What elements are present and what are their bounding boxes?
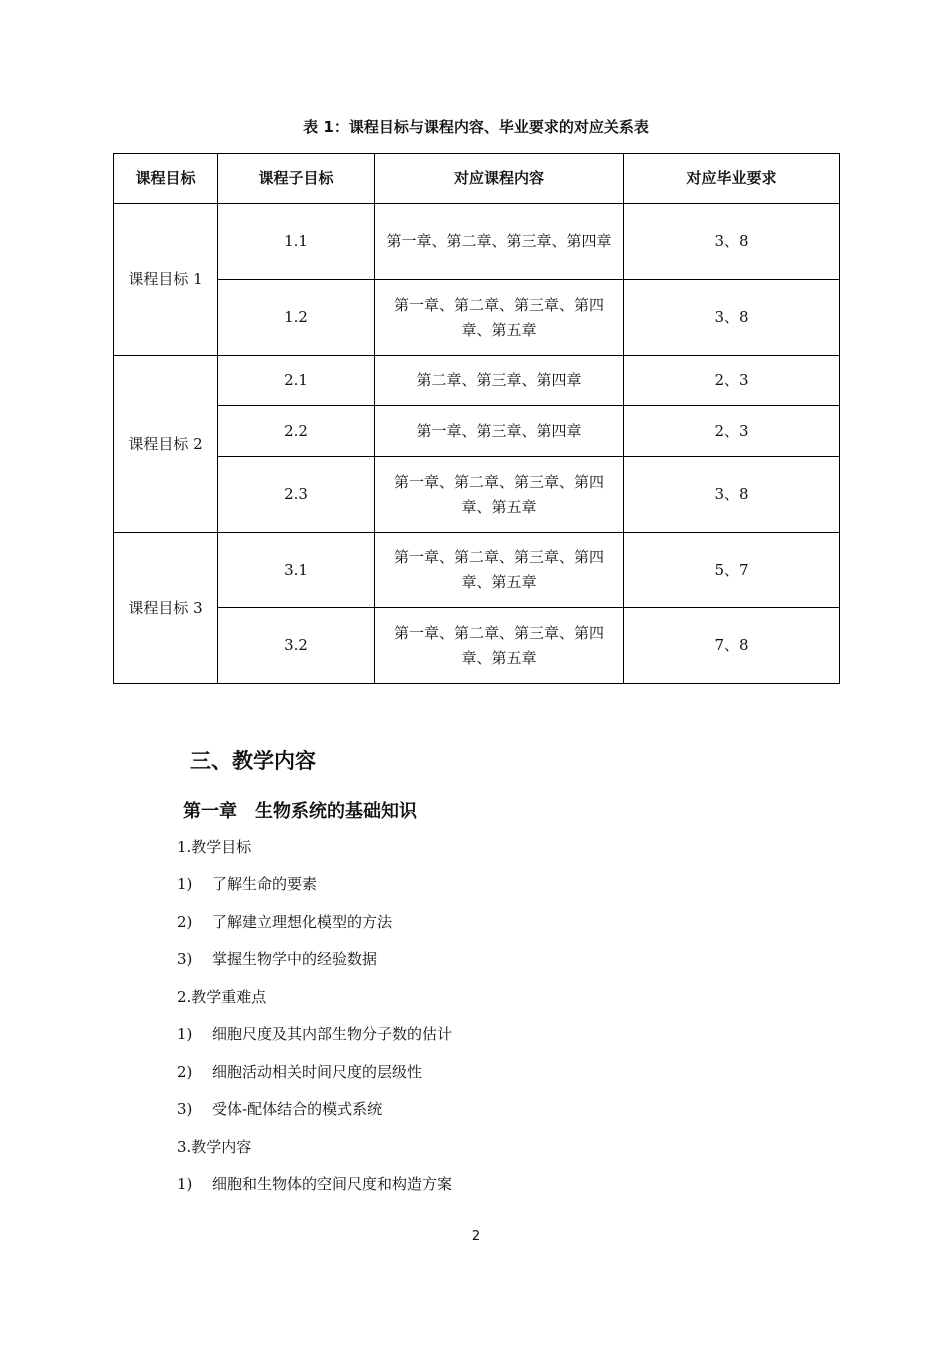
list-text: 细胞尺度及其内部生物分子数的估计: [212, 1025, 453, 1043]
list-number: 2): [177, 913, 193, 931]
content-cell: 第一章、第二章、第三章、第四章: [375, 204, 624, 280]
list-text: 了解生命的要素: [212, 875, 318, 893]
header-subgoal: 课程子目标: [218, 154, 375, 204]
requirement-cell: 3、8: [624, 280, 840, 356]
header-goal: 课程目标: [114, 154, 218, 204]
requirement-cell: 5、7: [624, 533, 840, 608]
requirement-cell: 3、8: [624, 457, 840, 533]
content-cell: 第一章、第二章、第三章、第四章、第五章: [375, 608, 624, 684]
list-text: 掌握生物学中的经验数据: [212, 950, 378, 968]
requirement-cell: 2、3: [624, 356, 840, 406]
table-caption: 表 1：课程目标与课程内容、毕业要求的对应关系表: [303, 118, 649, 136]
objectives-mapping-table: [113, 153, 840, 684]
subgoal-cell: 2.2: [218, 406, 375, 457]
table-row: [114, 204, 840, 280]
requirement-cell: 2、3: [624, 406, 840, 457]
table-header-row: [114, 154, 840, 204]
list-item: [177, 911, 392, 932]
table-row: [114, 280, 840, 356]
list-number: 3): [177, 1100, 193, 1118]
section-title: 三、教学内容: [190, 749, 316, 773]
list-item: [177, 1173, 452, 1194]
table-row: [114, 406, 840, 457]
table-row: [114, 457, 840, 533]
list-number: 1): [177, 1025, 193, 1043]
table-row: [114, 356, 840, 406]
requirement-cell: 7、8: [624, 608, 840, 684]
content-cell: 第一章、第二章、第三章、第四章、第五章: [375, 280, 624, 356]
list-number: 2): [177, 1063, 193, 1081]
objectives-title: 1.教学目标: [177, 838, 252, 856]
list-item: [177, 1023, 452, 1044]
list-number: 3): [177, 950, 193, 968]
content-cell: 第一章、第二章、第三章、第四章、第五章: [375, 533, 624, 608]
subgoal-cell: 1.2: [218, 280, 375, 356]
subgoal-cell: 3.1: [218, 533, 375, 608]
header-content: 对应课程内容: [375, 154, 624, 204]
table-row: [114, 533, 840, 608]
list-number: 1): [177, 875, 193, 893]
keypoints-title: 2.教学重难点: [177, 988, 267, 1006]
content-cell: 第一章、第二章、第三章、第四章、第五章: [375, 457, 624, 533]
header-requirement: 对应毕业要求: [624, 154, 840, 204]
content-cell: 第二章、第三章、第四章: [375, 356, 624, 406]
list-item: [177, 873, 317, 894]
list-text: 了解建立理想化模型的方法: [212, 913, 393, 931]
page-number: 2: [471, 1229, 481, 1244]
goal-cell: 课程目标 2: [114, 356, 218, 533]
list-item: [177, 948, 377, 969]
content-title: 3.教学内容: [177, 1138, 252, 1156]
content-cell: 第一章、第三章、第四章: [375, 406, 624, 457]
requirement-cell: 3、8: [624, 204, 840, 280]
subgoal-cell: 3.2: [218, 608, 375, 684]
list-text: 细胞活动相关时间尺度的层级性: [212, 1063, 423, 1081]
list-text: 受体-配体结合的模式系统: [212, 1100, 383, 1118]
goal-cell: 课程目标 3: [114, 533, 218, 684]
goal-cell: 课程目标 1: [114, 204, 218, 356]
list-text: 细胞和生物体的空间尺度和构造方案: [212, 1175, 453, 1193]
chapter-title: 第一章 生物系统的基础知识: [183, 801, 417, 822]
subgoal-cell: 2.3: [218, 457, 375, 533]
subgoal-cell: 1.1: [218, 204, 375, 280]
list-item: [177, 1098, 382, 1119]
table-row: [114, 608, 840, 684]
list-item: [177, 1061, 422, 1082]
list-number: 1): [177, 1175, 193, 1193]
subgoal-cell: 2.1: [218, 356, 375, 406]
